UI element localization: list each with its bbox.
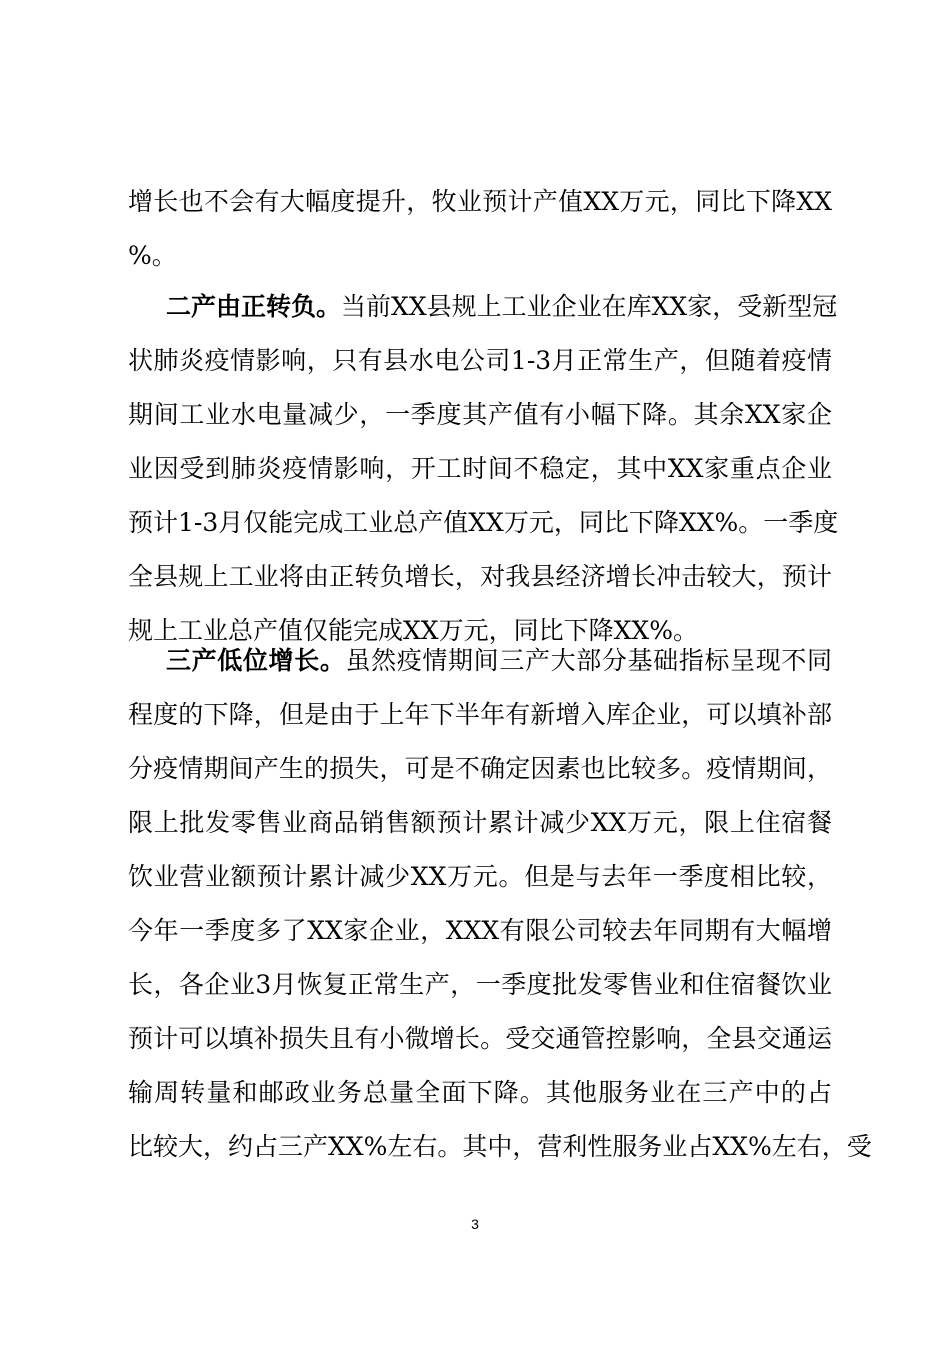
text-line: 规上工业总产值仅能完成XX万元，同比下降XX%。 bbox=[128, 616, 698, 645]
text-line: 状肺炎疫情影响，只有县水电公司1-3月正常生产，但随着疫情 bbox=[128, 346, 832, 375]
text-line: 分疫情期间产生的损失，可是不确定因素也比较多。疫情期间， bbox=[128, 754, 832, 783]
text-line-content: 虽然疫情期间三产大部分基础指标呈现不同 bbox=[345, 646, 832, 675]
text-line-content: 当前XX县规上工业企业在库XX家，受新型冠 bbox=[341, 292, 838, 321]
paragraph-heading: 三产低位增长。 bbox=[166, 646, 346, 675]
text-line bbox=[128, 634, 832, 688]
paragraph-heading: 二产由正转负。 bbox=[166, 292, 342, 321]
text-line bbox=[128, 280, 838, 334]
paragraph-secondary-industry bbox=[128, 280, 839, 658]
text-line: 预计1-3月仅能完成工业总产值XX万元，同比下降XX%。一季度 bbox=[128, 508, 839, 537]
text-line: 长，各企业3月恢复正常生产，一季度批发零售业和住宿餐饮业 bbox=[128, 970, 832, 999]
text-line: %。 bbox=[128, 241, 177, 270]
text-line: 增长也不会有大幅度提升，牧业预计产值XX万元，同比下降XX bbox=[128, 187, 832, 216]
text-line: 输周转量和邮政业务总量全面下降。其他服务业在三产中的占 bbox=[128, 1078, 832, 1107]
text-line: 饮业营业额预计累计减少XX万元。但是与去年一季度相比较， bbox=[128, 862, 832, 891]
text-line: 期间工业水电量减少，一季度其产值有小幅下降。其余XX家企 bbox=[128, 400, 832, 429]
text-line: 预计可以填补损失且有小微增长。受交通管控影响，全县交通运 bbox=[128, 1024, 832, 1053]
text-line: 全县规上工业将由正转负增长，对我县经济增长冲击较大，预计 bbox=[128, 562, 832, 591]
text-line: 程度的下降，但是由于上年下半年有新增入库企业，可以填补部 bbox=[128, 700, 832, 729]
paragraph-tertiary-industry bbox=[128, 634, 872, 1174]
page-number: 3 bbox=[471, 1216, 479, 1232]
text-line: 比较大，约占三产XX%左右。其中，营利性服务业占XX%左右，受 bbox=[128, 1132, 872, 1161]
paragraph-livestock-continuation bbox=[128, 175, 832, 283]
text-line: 限上批发零售业商品销售额预计累计减少XX万元，限上住宿餐 bbox=[128, 808, 832, 837]
text-line: 今年一季度多了XX家企业，XXX有限公司较去年同期有大幅增 bbox=[128, 916, 832, 945]
text-line: 业因受到肺炎疫情影响，开工时间不稳定，其中XX家重点企业 bbox=[128, 454, 832, 483]
